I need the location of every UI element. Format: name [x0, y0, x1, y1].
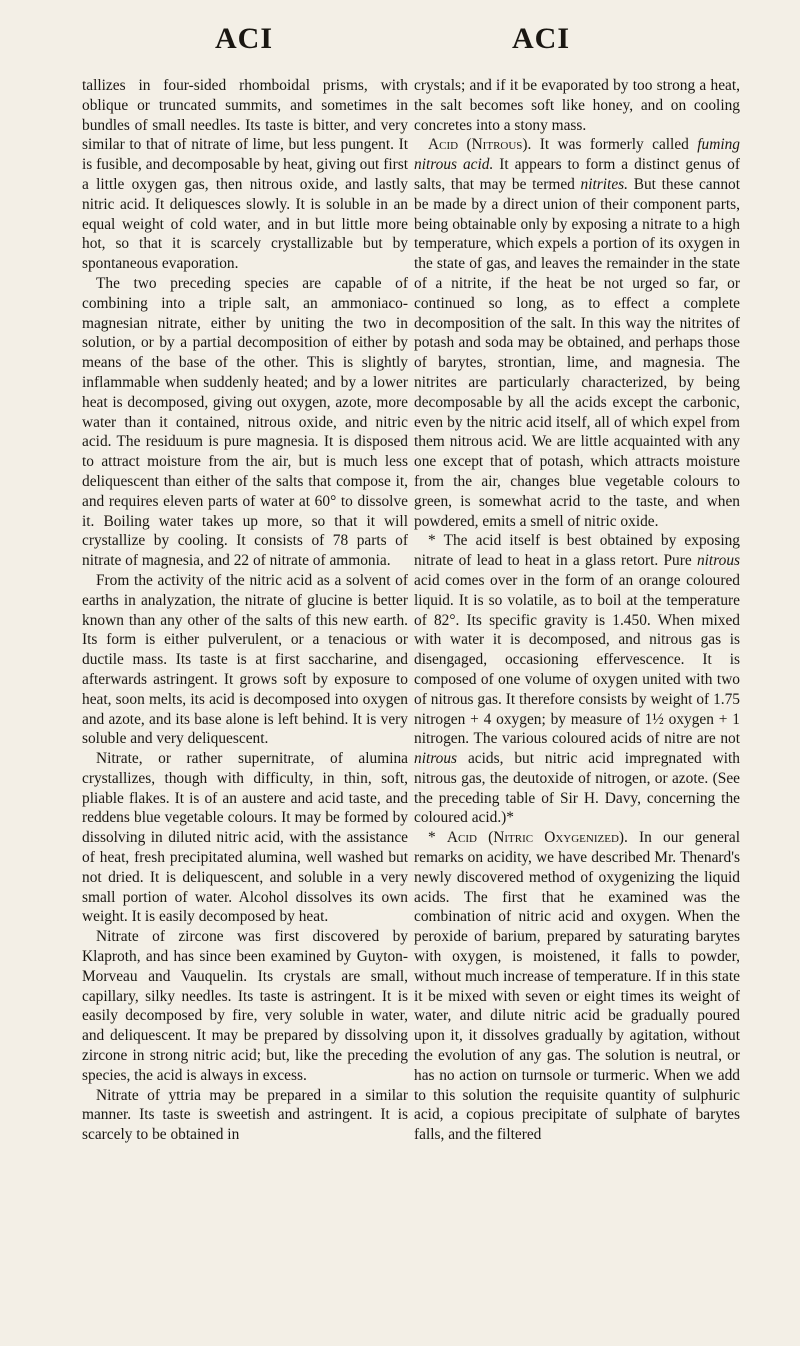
entry-text: But these cannot be made by a direct union of their component parts, being obtainable only by exposing a nitrate to a high temperature, which expels a portion of its oxygen in the state of gas, and leaves the remainder in the state of a nitrite, if the heat be not urged so far, or continued so long, as to effect a complete decomposition of the salt. In this way the nitrites of potash and soda may be obtained, and perhaps those of barytes, strontian, lime, and magnesia. The nitrites are particularly characterized, by being decomposable by all the acids except the carbonic, even by the nitric acid itself, all of which expel from them nitrous acid. We are little acquainted with any one except that of potash, which attracts moisture from the air, changes blue vegetable colours to green, is somewhat acrid to the taste, and when powdered, emits a smell of nitric oxide. [414, 175, 740, 530]
running-head-left: ACI [215, 22, 274, 55]
left-column [82, 76, 408, 1145]
paragraph: Nitrate of zircone was first discovered by Klaproth, and has since been examined by Guyton-Morveau and Vauquelin. Its crystals are small, capillary, silky needles. Its taste is astringent. It is easily decomposed by fire, very soluble in water, and deliquescent. It may be prepared by dissolving zircone in strong nitric acid; but, like the preceding species, the acid is always in excess. [82, 928, 408, 1084]
entry-nitrous-acid [414, 135, 740, 531]
entry-text: It was formerly called [531, 136, 698, 154]
entry-text: acids, but nitric acid impregnated with nitrous gas, the deutoxide of nitrogen, or azote. (See the preceding table of Sir H. Davy, concerning the coloured acid.)* [414, 750, 740, 827]
entry-marker: * [428, 829, 447, 847]
entry-italic: fuming nitrous acid. [414, 136, 740, 174]
running-head [0, 22, 800, 62]
entry-heading: Acid (Nitric Oxygenized). [446, 829, 628, 847]
right-column [414, 76, 740, 1145]
entry-text: * The acid itself is best obtained by exposing nitrate of lead to heat in a glass retort. Pure [414, 532, 740, 570]
entry-italic: nitrous [414, 750, 458, 768]
paragraph: Nitrate, or rather supernitrate, of alumina crystallizes, though with difficulty, in thin, soft, pliable flakes. It is of an austere and acid taste, and reddens blue vegetable colours. It may be formed by dissolving in diluted nitric acid, with the assistance of heat, fresh precipitated alumina, well washed but not dried. It is deliquescent, and soluble in a very small portion of water. Alcohol dissolves its own weight. It is easily decomposed by heat. [82, 750, 408, 926]
paragraph: From the activity of the nitric acid as a solvent of earths in analyzation, the nitrate of glucine is better known than any other of the salts of this new earth. Its form is either pulverulent, or a tenacious or ductile mass. Its taste is at first saccharine, and afterwards astringent. It grows soft by exposure to heat, soon melts, its acid is decomposed into oxygen and azote, and its base alone is left behind. It is very soluble and very deliquescent. [82, 571, 408, 748]
entry-text: It appears to form a distinct genus of salts, that may be termed [414, 156, 740, 193]
entry-text: acid comes over in the form of an orange coloured liquid. It is so volatile, as to boil at the temperature of 82°. Its specific gravity is 1.450. When mixed with water it is decomposed, and nitrous gas is disengaged, occasioning effervescence. It is composed of one volume of oxygen united with two of nitrous gas. It therefore consists by weight of 1.75 nitrogen + 4 oxygen; by measure of 1½ oxygen + 1 nitrogen. The various coloured acids of nitre are not [414, 571, 740, 748]
paragraph: tallizes in four-sided rhomboidal prisms, with oblique or truncated summits, and sometimes in bundles of small needles. Its taste is bitter, and very similar to that of nitrate of lime, but less pungent. It is fusible, and decomposable by heat, giving out first a little oxygen gas, then nitrous oxide, and lastly nitric acid. It deliquesces slowly. It is soluble in an equal weight of cold water, and in but little more hot, so that it is scarcely crystallizable but by spontaneous evaporation. [82, 77, 408, 273]
paragraph: crystals; and if it be evaporated by too strong a heat, the salt becomes soft like honey, and on cooling concretes into a stony mass. [414, 77, 740, 134]
entry-nitric-oxygenized [414, 828, 740, 1145]
footnote-paragraph [414, 531, 740, 828]
paragraph: The two preceding species are capable of combining into a triple salt, an ammoniaco-magnesian nitrate, either by uniting the two in solution, or by a partial decomposition of either by means of the base of the other. This is slightly inflammable when suddenly heated; and by a lower heat is decomposed, giving out oxygen, azote, more water than it contained, nitrous oxide, and nitric acid. The residuum is pure magnesia. It is disposed to attract moisture from the air, but is much less deliquescent than either of the salts that compose it, and requires eleven parts of water at 60° to dissolve it. Boiling water takes up more, so that it will crystallize by cooling. It consists of 78 parts of nitrate of magnesia, and 22 of nitrate of ammonia. [82, 274, 408, 570]
running-head-right: ACI [512, 22, 571, 55]
entry-heading: Acid (Nitrous). [428, 136, 532, 154]
entry-italic: nitrites. [580, 175, 629, 193]
entry-text: In our general remarks on acidity, we have described Mr. Thenard's newly discovered method of oxygenizing the liquid acids. The first that he examined was the combination of nitric acid and oxygen. When the peroxide of barium, prepared by saturating barytes with oxygen, is moistened, it falls to powder, without much increase of temperature. If in this state it be mixed with seven or eight times its weight of water, and dilute nitric acid be gradually poured upon it, it dissolves gradually by agitation, without the evolution of any gas. The solution is neutral, or has no action on turnsole or turmeric. When we add to this solution the requisite quantity of sulphuric acid, a copious precipitate of sulphate of barytes falls, and the filtered [414, 829, 741, 1144]
entry-italic: nitrous [696, 552, 740, 570]
paragraph: Nitrate of yttria may be prepared in a similar manner. Its taste is sweetish and astringent. It is scarcely to be obtained in [82, 1086, 408, 1144]
